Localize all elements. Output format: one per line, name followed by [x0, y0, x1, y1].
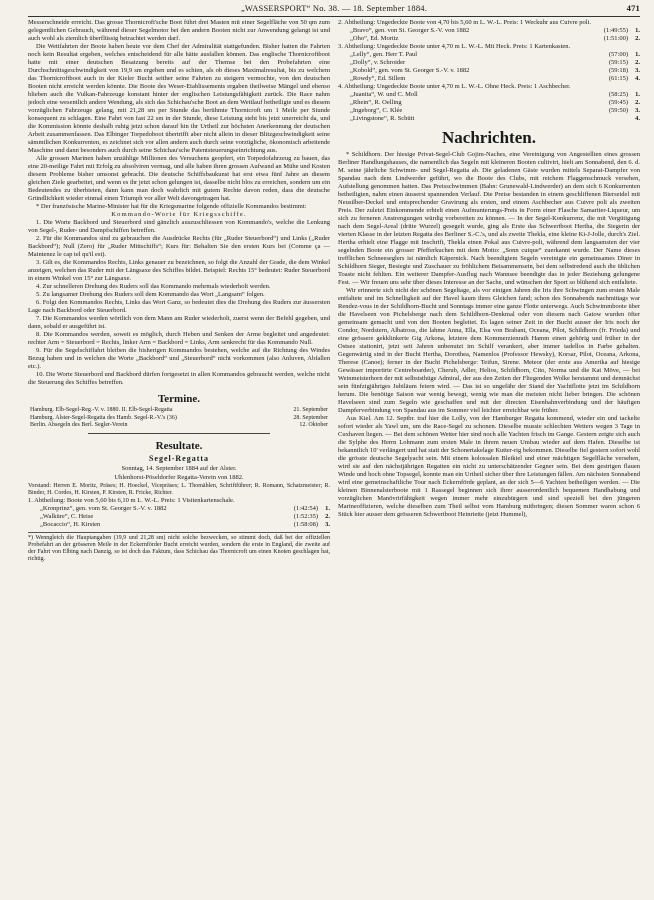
table-row	[28, 422, 330, 430]
boat-name: „Rowdy“, Ed. Sillem	[350, 75, 406, 82]
race-place: 3.	[635, 107, 640, 114]
race-row	[28, 521, 330, 529]
boat-name: „Oho“, Ed. Moritz	[350, 35, 399, 42]
table-cell: 21. September	[293, 407, 328, 413]
section-title-termine: Termine.	[157, 393, 201, 405]
table-cell: 12. Oktober	[299, 422, 328, 428]
boat-name: „Dolly“, v. Schroider	[350, 59, 406, 66]
race-time: (59:45)	[608, 99, 628, 106]
boat-name: „Ingeborg“, C. Klée	[350, 107, 403, 114]
page-header	[28, 3, 640, 17]
race-row	[338, 35, 640, 43]
result-board: Vorstand: Herren E. Moritz, Präses; H. Hoeckel, Vicepräses; L. Thomählen, Schriftführer; R. Romann, Schatzmeister; R. Binder, H. Cordes, H. Kirsten, P. Kirsten, R. Fricke, Richter.	[28, 482, 330, 496]
race-row	[338, 107, 640, 115]
article-paragraph: Die Wettfahrten der Boote haben heute vor dem Chef der Admiralität stattgefunden. Bisher hatten die Fahrten noch kein Resultat ergeben, welches entscheidend für alle hätte ausfallen können. Das englische Thornicroftboot hatte mit einer deutschen Besatzung bereits auf der Themse bei den Probefahrten eine Durchschnittsgeschwindigkeit von 19,9 sm ergeben und es schien, als ob dieses Maximalresultat, bis zu welchem das Thornicroftboot auch in der Kieler Bucht seither seine Fahrten zu steigern vermochte, von den deutschen Booten nicht erreicht werden könnte. Die Boote des Weser-Etablissements ergaben theilweise Mängel und ebenso blieben auch die Vulkan-Fahrzeuge konstant hinter der englischen Leistungsfähigkeit zurück. Die Race nahm jedoch eine wesentlich andere Wendung, als sich das Schichau'sche Boot an dem Wettlauf betheiligte und es diesem vorzüglichen Fahrzeuge gelang, mit 21,28 sm per Stunde das berühmte Thornicroft um 1 Meile per Stunde konsequent zu schlagen. Eine Fahrt von fast 22 sm in der Stunde, diese Leistung steht bis jetzt unerreicht da, und die Kommission könnte deshalb ruhig jetzt schon darauf hin ihr Urtheil zur höchsten Anerkennung der deutschen Arbeit zusammenfassen. Das Elbinger Torpedoboot übertrifft aber nicht allein in dieser Blitzgeschwindigkeit seine sämmtlichen Konkurrenten, es zeichnet sich vor allen andern auch durch seine vorzügliche, ökonomisch arbeitende Maschine und dann besonders auch durch seine Schichau'sche Patentsteuerungseinrichtung aus.	[28, 43, 330, 154]
section-subtitle: Segel-Regatta	[148, 453, 210, 463]
table-row	[28, 407, 330, 415]
division-heading: 3. Abtheilung: Ungedeckte Boote unter 4,70 m L. W.-L. Mit Heck. Preis: 1 Kartenkasten.	[338, 43, 571, 50]
list-item: 5. Zu langsamer Drehung des Ruders soll dem Kommando das Wort „Langsam“ folgen.	[36, 291, 265, 298]
boat-name: „Bocaccio“, H. Kirsten	[40, 520, 101, 528]
table-cell: Hamburg. Alster-Segel-Regatta des Hamb. Segel-R.-V.'s (36)	[30, 414, 177, 421]
race-place: 2.	[635, 59, 640, 66]
header-title: „WASSERSPORT“ No. 38. — 18. September 1884.	[240, 3, 428, 13]
list-item: 9. Für die Segelschiffahrt bleiben die bisherigen Kommandos bestehen, welche auf die Richtung des Windes Bezug haben und in welchen die Worte „Backbord“ und „Steuerbord“ nicht vorkommen (also Anluven, Abfallen etc.).	[28, 347, 330, 370]
table-cell: 28. September	[293, 414, 328, 421]
page-number: 471	[626, 3, 640, 13]
division-heading: 4. Abtheilung: Ungedeckte Boote unter 4,70 m L. W.-L. Ohne Heck. Preis: 1 Aschbecher.	[338, 83, 571, 90]
race-place: 1.	[635, 91, 640, 98]
right-column	[338, 19, 640, 899]
race-place: 1.	[635, 27, 640, 34]
race-place: 4.	[635, 75, 640, 82]
race-time: (1:58:08)	[293, 520, 318, 528]
race-place: 4.	[635, 115, 640, 122]
race-row	[338, 59, 640, 67]
table-cell: Berlin. Absegeln des Berl. Segler-Verein	[30, 422, 128, 428]
race-row	[28, 513, 330, 521]
race-time: (1:49:55)	[603, 27, 628, 34]
boat-name: „Bravo“, gen. von St. Georger S.-V. von 1882	[350, 27, 470, 34]
table-cell: Hamburg. Elb-Segel-Reg.-V. v. 1880. II. Elb-Segel-Regatta	[30, 407, 173, 413]
boat-name: „Juanita“, W. und C. Moll	[350, 91, 418, 98]
list-item: 10. Die Worte Steuerbord und Backbord dürfen fortgesetzt in allen Kommandos gebraucht werden, welche nicht die Steuerung des Schiffes betreffen.	[28, 371, 330, 386]
result-organizer: Uhlenhorst-Pöseldorfer Regatta-Verein von 1882.	[114, 473, 244, 481]
boat-name: „Rhein“, R. Oelling	[350, 99, 402, 106]
article-paragraph: Wir erinnerte sich nicht der schönen Segeltage, als vor einigen Jahren die Iris ihre Schwingen zum ersten Male entfaltete und im Schnelligkeit auf der Havel kaum ihres Gleichen fand; schon des Sonnabends nachmittags war Rendez-vous in der Schildhorn-Bucht und Sonntags immer eine ganze Flotte unterwegs. Auch Schwimmboote über die Havelseen von Pichelsberge nach dem Schildhorn-Denkmal oder von diesem nach Gatow wurden öfter gemeinsam gemacht und von den Booten begleitet. Es lagen seiner Zeit in der Bucht ausser der Iris noch der Condor, Nordstern, Albatross, die lahme Anna, Ella, Elsa von Brabant, Oceana, Pilot, Schildhorn (fr. Frieda) und eine grössere gekklinkerte Gig Arkona, letztere dem Kommerzienrath Hamm einen gehörig und früher in der Ostsee stationirt, jetzt seit Jahren unbenutzt im Schilf verankert, aber immer tadellos in Farbe gehalten. Gegenwärtig sind in der Bucht Hertha, Dorothea, Namenlos (Professor Hewsky), Korsar, Pilot, Oceana, Arkona, Therese (Canoe); ferner in der Bucht Pichelsberge: Teifun, Sirene. Meteor (der erste aus Amerika auf hiesige Gewässer importirte Centreboarder), Cherub, Adler, Helios, Schildhorn, Cito, Norma und die Kat Möve, — bei Weinmeisterhorn der mit selbststhüge Admiral, der aus den Zeiten der Fliegenden Wolke herstammt und demnächst sein fünfzigjähriges Jubiläum feiern wird. — Das ist so ungefähr der Stand der Yachtflotte jetzt im Schildhorn herum. Die benötige Saison war wenig bewegt, wenig wie man die meisten nicht lieber bringen. Die schönen Havelseen sind zum Segeln wie geschaffen und mit der directen Eisenbahnverbindung und der häufigen Dampferverbindung von Spandau aus im Sommer viel leichter erreichbar wie früher.	[338, 287, 640, 414]
divider	[88, 433, 270, 434]
division-heading: 1. Abtheilung: Boote von 5,60 bis 6,10 m L. W.-L. Preis: 1 Visitenkartenschale.	[28, 496, 235, 504]
list-item: 6. Folgt den Kommandos Rechts, Links das Wort Ganz, so bedeutet dies die Drehung des Ruders zur äussersten Lage nach Backbord oder Steuerbord.	[28, 299, 330, 314]
race-time: (57:00)	[608, 51, 628, 58]
race-row	[338, 91, 640, 99]
race-row	[338, 51, 640, 59]
race-time: (59:15)	[608, 59, 628, 66]
race-row	[338, 27, 640, 35]
boat-name: „Walküre“, C. Heise	[40, 512, 94, 520]
race-time: (61:15)	[608, 75, 628, 82]
boat-name: „Livingstone“, R. Schütt	[350, 115, 415, 122]
race-row	[338, 99, 640, 107]
race-time: (59:18)	[608, 67, 628, 74]
section-title-nachrichten: Nachrichten.	[442, 128, 536, 147]
boat-name: „Kobold“, gen. vom St. Georger S.-V. v. 1882	[350, 67, 470, 74]
race-row	[338, 67, 640, 75]
termine-table	[28, 407, 330, 430]
race-time: (1:52:35)	[293, 512, 318, 520]
race-row	[338, 115, 640, 123]
list-item: 7. Die Kommandos werden wörtlich von dem Mann am Ruder wiederholt, zuerst wenn der Befehl gegeben, und dann, sobald er ausgeführt ist.	[28, 315, 330, 330]
list-item: 3. Gilt es, die Kommandos Rechts, Links genauer zu bezeichnen, so folgt die Anzahl der Grade, die dem Winkel anzeigen, welchen das Ruder mit der Längsaxe des Schiffes bildet. Beispiel: Rechts 15° bedeutet: Ruder Steuerbord in einem Winkel von 15° zur Längsaxe.	[28, 259, 330, 282]
race-row	[28, 505, 330, 513]
list-item: 1. Die Worte Backbord und Steuerbord sind gänzlich auszuschliessen von Kommando's, welche die Lenkung von Segel-, Ruder- und Dampfschiffen betreffen.	[28, 219, 330, 234]
race-time	[576, 115, 628, 123]
list-item: 8. Die Kommandos werden, soweit es möglich, durch Heben und Senken der Arme begleitet und angedeutet: rechter Arm = Steuerbord = Rechts, linker Arm = Backbord = Links, Arm senkrecht für das Kommando Null.	[28, 331, 330, 346]
race-place: 2.	[325, 512, 330, 520]
boat-name: „Kronprinz“, gen. vom St. Georger S.-V. v. 1882	[40, 504, 167, 512]
race-place: 1.	[325, 504, 330, 512]
list-item: 2. Für die Kommandos sind zu gebrauchen die Ausdrücke Rechts (für „Ruder Steuerbord“) und Links („Ruder Backbord“); Null (Zero) für „Ruder Mittschiffs“; Kurs für: Behalten Sie den ersten Kurs bei (Comme ça — Maintenez le cap tel qu'il est).	[28, 235, 330, 258]
race-place: 3.	[635, 67, 640, 74]
boat-name: „Lelly“, gen. Herr T. Paul	[350, 51, 418, 58]
race-time: (58:25)	[608, 91, 628, 98]
article-paragraph: Alle grossen Marinen haben unzählige Millionen des Versuchens geopfert, ein Torpedofahrzeug zu bauen, das eine 20-meilige Fahrt mit Erfolg zu absolviren vermag, und alle haben ihren grossen Aufwand an Mühe und Kosten diesem Probleme bisher umsonst gebracht. Die deutsche Schiffsbaukunst hat erst etwa fünf Jahre an diesem gleichen Ziele gearbeitet, und wenn es ihr jetzt schon gelungen ist, dasselbe nicht blos zu erreichen, sondern um ein Bedeutendes zu überbieten, dann kann man doch wahrlich mit gutem Rechte davon reden, dass die deutsche Gründlichkeit wieder einmal einen Triumph vor aller Welt davongetragen hat.	[28, 155, 330, 202]
list-item: 4. Zur schnelleren Drehung des Ruders soll das Kommando mehrmals wiederholt werden.	[36, 283, 271, 290]
subheading: Kommando-Worte für Kriegsschiffe.	[111, 211, 247, 218]
race-time: (1:51:00)	[603, 35, 628, 42]
section-title-resultate: Resultate.	[155, 439, 203, 452]
division-heading: 2. Abtheilung: Ungedeckte Boote von 4,70 bis 5,60 m L. W.-L. Preis: 1 Weckuhr aus Cuivre poli.	[338, 19, 592, 26]
article-paragraph: Aus Kiel. Am 12. Septbr. traf hier die Lolly, von der Hamburger Regatta kommend, wieder ein und tackelte sofort wieder als Yawl um, um die Race-Segel zu schonen. Dieselbe musste schlechten Wetters wegen 3 Tage in Cuxhaven liegen. — Bei dem schönen Wetter hier sind noch alle Yachten frisch im Gange. Gestern zeigte sich auch die Sylphe des Herrn Lohmann zum ersten Male in ihrem neuen Umbau wieder auf dem Hafen. Dieselbe ist bekanntlich 10' verlängert und hat statt der Schonertakelage Kutter-rig bekommen. Dieselbe fiel gestern sofort wohl die grösste deutsche Segelyacht sein. Mit einem kolossalen Bleikiel und einer mächtigen Segelfläche versehen, wird sie auf den nächstjährigen Regatten ein nicht zu unterschätzender Gegner sein. Bei dem gestrigen flauen Winde und hoch ohne Topsegel, konnte man ein Urtheil sicher über ihre Leistungen fällen. Am nächsten Sonnabend wird eine gemeinschaftliche Tour nach Eckernförde geplant, an der sich 5—6 Yachten betheiligen werden. — Die kleinen Binnenalsterboote mit 1 Rassegel beginnen sich ihrer ausserordentlich bequemen Handhabung und vorzüglichen Manövrirfähigkeit wegen immer mehr einzubürgern und sind speziell bei den jüngeren Marineoffizieren, welche dieselben zum Theil selbst vom Hamburg mitbringen; diesen Sommer waren schon 6 Stück hier ausser dem grösseren Schwertboot Heinriette (jetzt Hummel),	[338, 415, 640, 518]
left-column	[28, 19, 330, 899]
race-time: (1:42:54)	[293, 504, 318, 512]
race-place: 2.	[635, 35, 640, 42]
footnote: *) Wenngleich die Hauptangaben (19,9 und 21,28 sm) nicht solche bezwecken, so stimmt doch, daß bei der offiziellen Probefahrt an der grösseren Meile in der Eckernförder Bucht erreicht wurden, sondern die erste in England, die zweite auf der Fahrt von Elbing nach Danzig, so ist doch das Faktum, dass Schichau das Thornicroft um einen Knoten geschlagen hat, richtig.	[28, 532, 330, 563]
race-time: (59:50)	[608, 107, 628, 114]
race-place: 2.	[635, 99, 640, 106]
race-row	[338, 75, 640, 83]
result-date: Sonntag, 14. September 1884 auf der Alster.	[121, 464, 237, 472]
article-paragraph: * Schildhorn. Der hiesige Privat-Segel-Club Gojim-Naches, eine Vereinigung von Angestellten eines grossen Berliner Handlungshauses, die namentlich das Segeln mit kleineren Booten cultivirt, hielt am Sonnabend, den 6. d. M. seine jährliche Schwimm- und Segel-Regatta ab. Die geladenen Gäste wurden mittels Separat-Dampfer von Spandau nach dem Lindwerder geführt, wo die Boote des Clubs, mit reichem Flaggenschmuck versehen, Aufstellung genommen hatten. Das Preisschwimmen (Bahn: Grunewald-Lindwerder) an dem sich 6 Konkurrenten betheiligten, nahm einen äusserst spannenden Verlauf. Die Preise bestanden in einem geschliffenen Bierseidel mit Neusilber-Deckel und entsprechender Gravirung als ersten, und einem Aschbecher aus Cuivre poli als zweiten Preis. Der zuletzt Einkommende erhielt einen Aufmunterungs-Preis in Form einer Flasche Samariter-Liqueur, um sich zu ferneren Anstrengungen würdig vorbereiten zu können. — In der Segel-Konkurrenz, die mit Vergütigung nach dem Segel-Areal (dritte Wurzel) gesegelt wurde, ging als Erste das Schwertboot Hertha, die Siegerin der vierten Klasse in der letzten Regatta des Berliner S.-C.'s, und als zweite Thekla, eine kleine Ki-J-Jolle, durch's Ziel. Hertha erhielt eine Flagge mit Inschrift, Thekla einen Pokal aus Cuivre-poli, während dem langsamsten der vier segelnden Boote ein grosser Pfefferkuchen mit dem Motto: „Sonn cuique“ zuerkannt wurde. Der Name dieses trefflichen Schneeseglers ist nämlich Käpernick. Nach beendigtem Segeln vereinigte ein gemeinsames Diner in Schildhorn Sieger, Besiegte und Zuschauer zu fröhlichem Beisammensein, bei dem selbstredend auch die üblichen Toaste nicht fehlten. Ein weiterer Dampfer-Ausflug nach Wannsee beendigte das in jeder Beziehung gelungene Fest. — Wir freuen uns sehr über dieses Interesse an der Sache, und wünschen der Sport so blühend sich entfaltete.	[338, 151, 640, 286]
race-place: 1.	[635, 51, 640, 58]
race-place: 3.	[325, 520, 330, 528]
table-row	[28, 415, 330, 423]
article-paragraph: Messerschneide erreicht. Das grosse Thornicroft'sche Boot führt drei Masten mit einer Segelfläche von 50 qm zum gelegentlichen Gebrauch, während dieser Segelmotor bei den andern Booten nicht zur Anwendung gelangt ist und auch wohl als ziemlich überflüssig betrachtet werden darf.	[28, 19, 330, 42]
article-paragraph: * Der französische Marine-Minister hat für die Kriegsmarine folgende offizielle Kommandos bestimmt:	[36, 203, 307, 210]
